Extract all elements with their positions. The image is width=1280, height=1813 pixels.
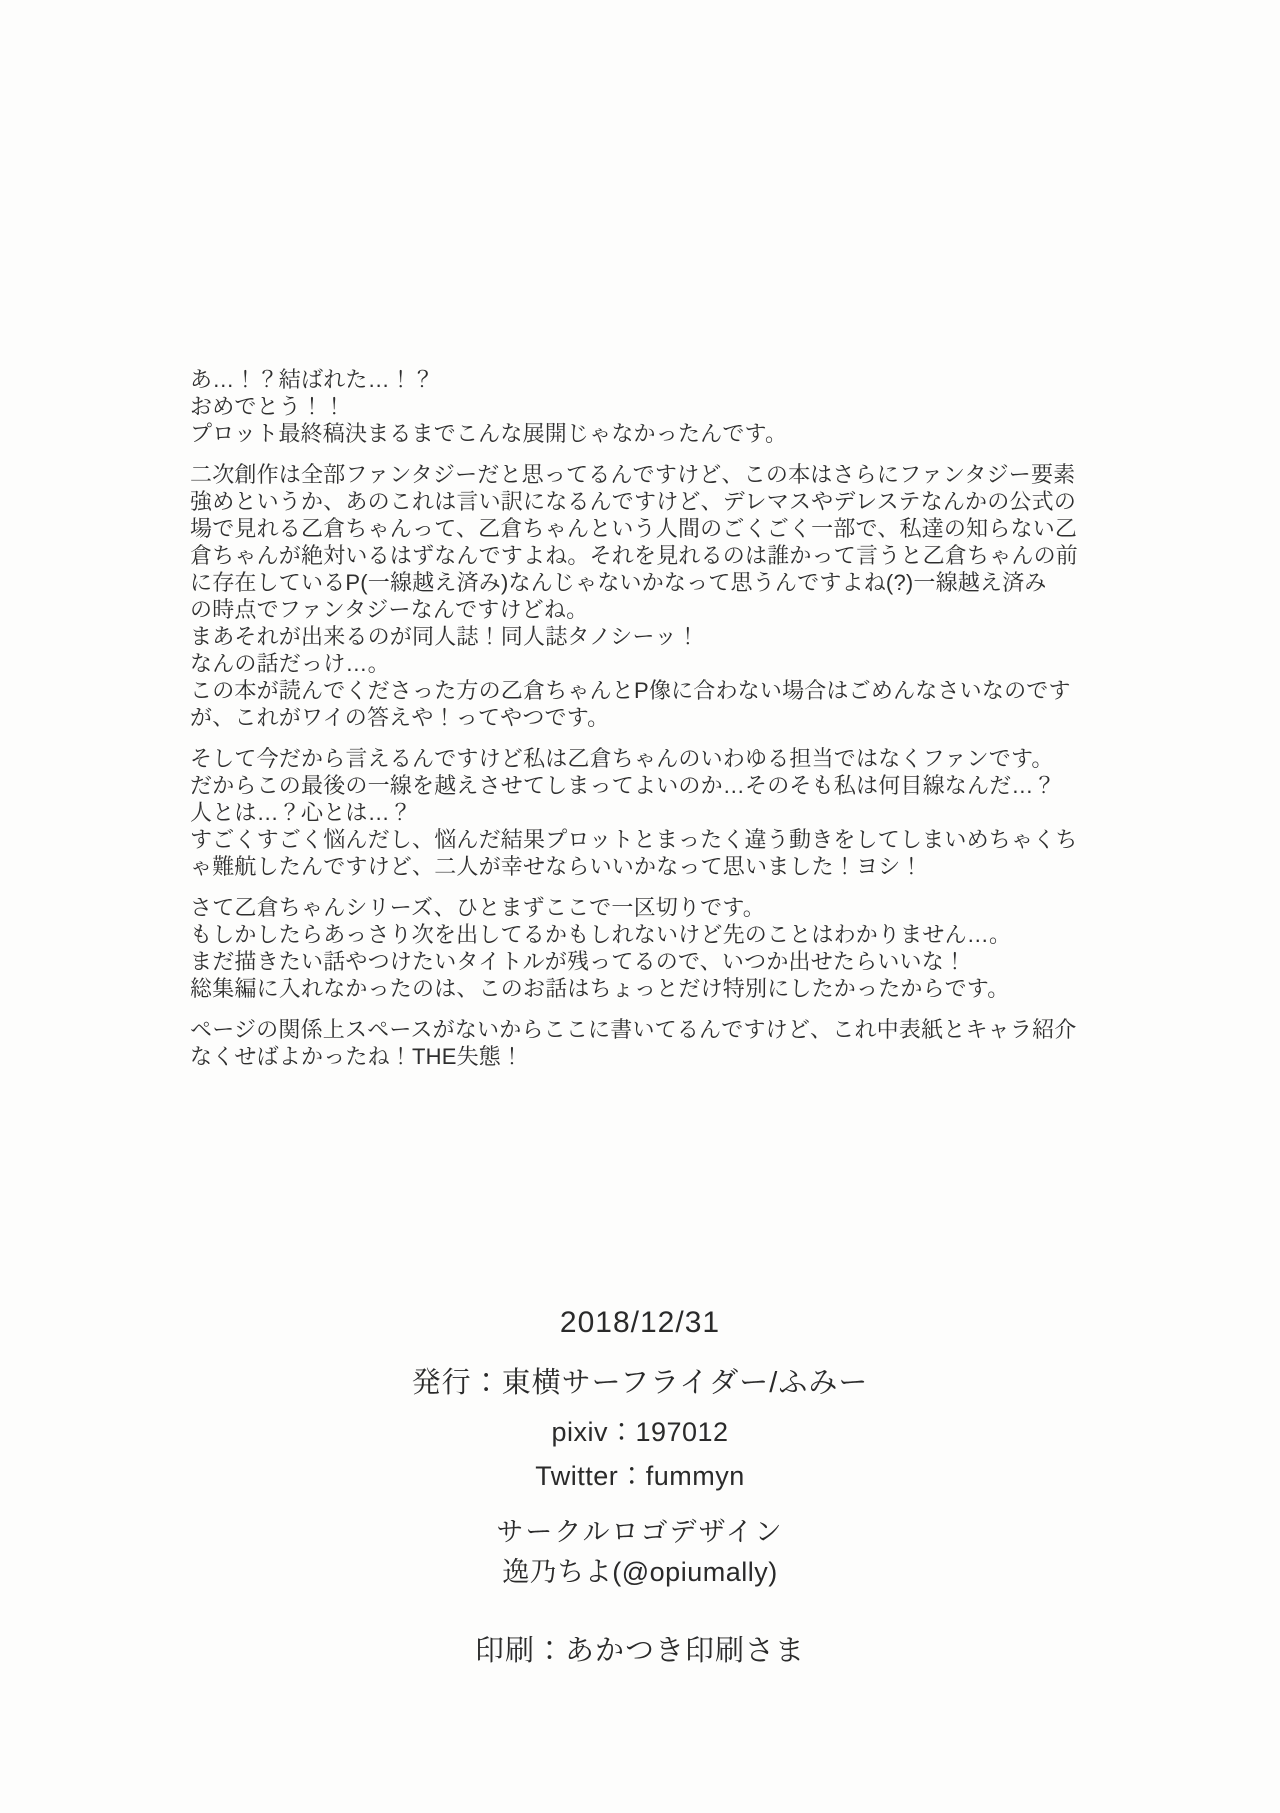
publisher-line: 発行：東横サーフライダー/ふみー <box>411 1367 869 1399</box>
text-line: まだ描きたい話やつけたいタイトルが残ってるので、いつか出せたらいいな！ <box>190 949 967 974</box>
text-line: ページの関係上スペースがないからここに書いてるんですけど、これ中表紙とキャラ紹介 <box>190 1017 1077 1042</box>
circle-logo-design-title: サークルロゴデザイン <box>496 1517 784 1547</box>
text-line: 場で見れる乙倉ちゃんって、乙倉ちゃんという人間のごくごく一部で、私達の知らない乙 <box>190 516 1078 541</box>
afterword-paragraph <box>190 894 1115 1002</box>
text-line: 総集編に入れなかったのは、このお話はちょっとだけ特別にしたかったからです。 <box>190 976 1010 1001</box>
text-line: そして今だから言えるんですけど私は乙倉ちゃんのいわゆる担当ではなくファンです。 <box>190 746 1054 771</box>
text-line: に存在しているP(一線越え済み)なんじゃないかなって思うんですよね(?)一線越え済み <box>190 570 1047 595</box>
text-line: なくせばよかったね！THE失態！ <box>190 1044 524 1069</box>
text-line: なんの話だっけ…。 <box>190 651 390 676</box>
circle-logo-designer: 逸乃ちよ(@opiumally) <box>502 1557 778 1587</box>
text-line: あ…！？結ばれた…！？ <box>190 367 435 392</box>
text-line: だからこの最後の一線を越えさせてしまってよいのか…そのそも私は何目線なんだ…？ <box>190 773 1056 798</box>
text-line: 強めというか、あのこれは言い訳になるんですけど、デレマスやデレステなんかの公式の <box>190 489 1077 514</box>
text-line: この本が読んでくださった方の乙倉ちゃんとP像に合わない場合はごめんなさいなのです <box>190 678 1071 703</box>
text-line: 二次創作は全部ファンタジーだと思ってるんですけど、この本はさらにファンタジー要素 <box>190 462 1076 487</box>
afterword-paragraph <box>190 461 1115 731</box>
twitter-id-line: Twitter：fummyn <box>535 1461 745 1491</box>
text-line: すごくすごく悩んだし、悩んだ結果プロットとまったく違う動きをしてしまいめちゃくち <box>190 827 1078 852</box>
pixiv-id-line: pixiv：197012 <box>551 1417 729 1447</box>
text-line: まあそれが出来るのが同人誌！同人誌タノシーッ！ <box>190 624 700 649</box>
text-line: プロット最終稿決まるまでこんな展開じゃなかったんです。 <box>190 421 788 446</box>
afterword-paragraph <box>190 745 1115 880</box>
text-line: が、これがワイの答えや！ってやつです。 <box>190 705 610 730</box>
text-line: 倉ちゃんが絶対いるはずなんですよね。それを見れるのは誰かって言うと乙倉ちゃんの前 <box>190 543 1079 568</box>
text-line: もしかしたらあっさり次を出してるかもしれないけど先のことはわかりません…。 <box>190 922 1012 947</box>
text-line: おめでとう！！ <box>190 394 346 419</box>
afterword-text <box>190 366 1115 1084</box>
printer-line: 印刷：あかつき印刷さま <box>474 1635 805 1667</box>
text-line: さて乙倉ちゃんシリーズ、ひとまずここで一区切りです。 <box>190 895 766 920</box>
text-line: の時点でファンタジーなんですけどね。 <box>190 597 589 622</box>
afterword-paragraph <box>190 1016 1115 1070</box>
text-line: ゃ難航したんですけど、二人が幸せならいいかなって思いました！ヨシ！ <box>190 854 923 879</box>
publication-date: 2018/12/31 <box>559 1306 721 1339</box>
text-line: 人とは…？心とは…？ <box>190 800 413 825</box>
afterword-paragraph <box>190 366 1115 447</box>
